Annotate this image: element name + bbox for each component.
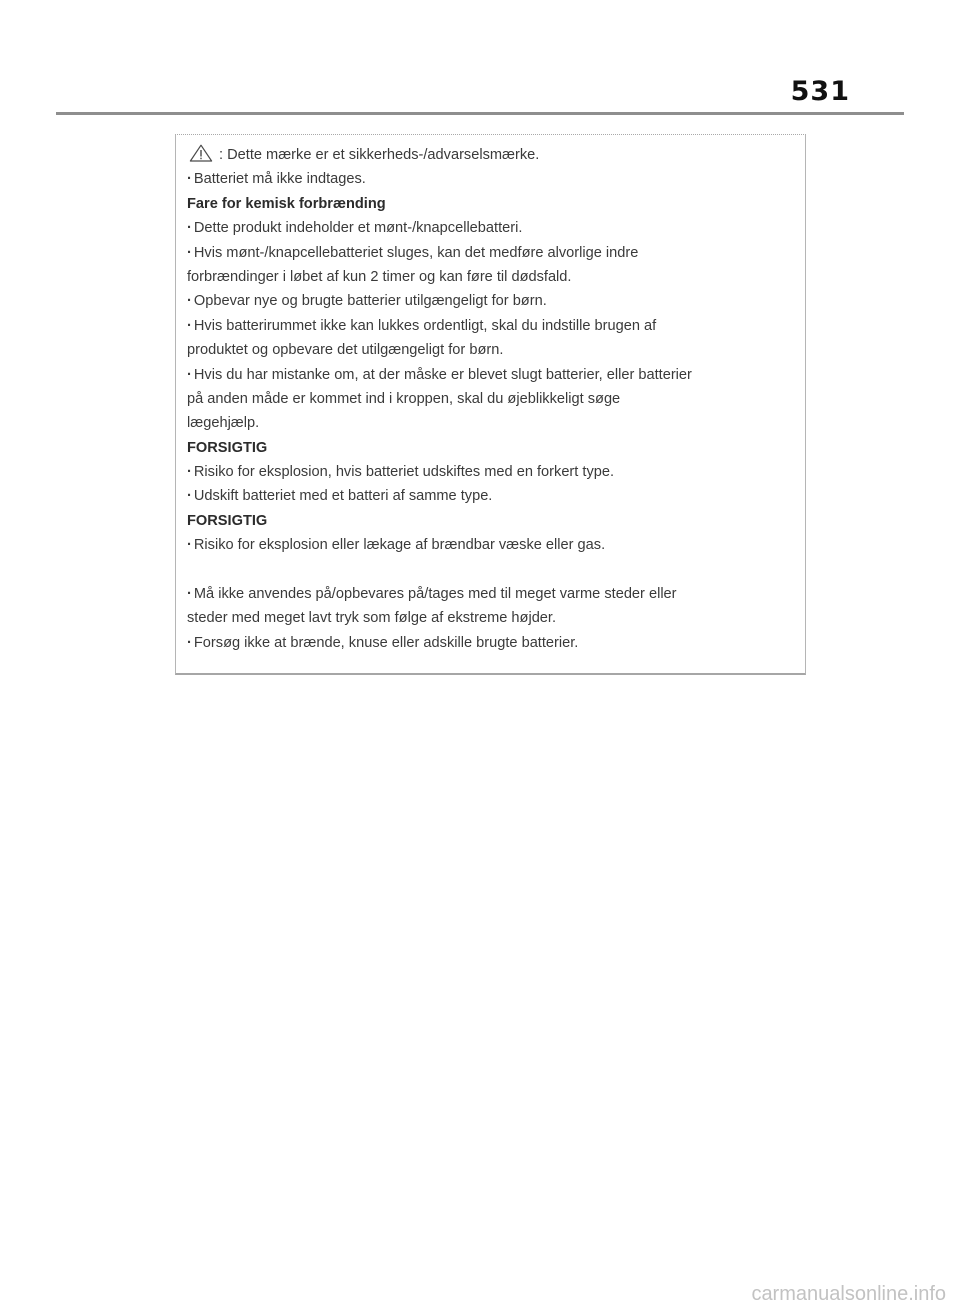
warning-intro-text: : Dette mærke er et sikkerheds-/advarselsmærke. bbox=[219, 147, 540, 163]
bullet-line: · Hvis batterirummet ikke kan lukkes ordentligt, skal du indstille brugen af bbox=[187, 314, 795, 338]
bullet-line: · Udskift batteriet med et batteri af samme type. bbox=[187, 484, 795, 508]
bullet-line: · Hvis mønt-/knapcellebatteriet sluges, kan det medføre alvorlige indre bbox=[187, 241, 795, 265]
continuation-line: på anden måde er kommet ind i kroppen, skal du øjeblikkeligt søge bbox=[187, 390, 621, 407]
bullet-line: · Risiko for eksplosion, hvis batteriet udskiftes med en forkert type. bbox=[187, 460, 795, 484]
bullet-line: · Risiko for eksplosion eller lækage af brændbar væske eller gas. bbox=[187, 533, 795, 557]
continuation-line: steder med meget lavt tryk som følge af ekstreme højder. bbox=[187, 610, 557, 627]
section-heading-chemical-burn: Fare for kemisk forbrænding bbox=[187, 195, 386, 212]
bullet-line: · Forsøg ikke at brænde, knuse eller adskille brugte batterier. bbox=[187, 631, 795, 655]
bullet-line: · Dette produkt indeholder et mønt-/knapcellebatteri. bbox=[187, 216, 795, 240]
bullet-line: · Hvis du har mistanke om, at der måske er blevet slugt batterier, eller batterier bbox=[187, 363, 795, 387]
page-number: 531 bbox=[790, 76, 850, 107]
continuation-line: produktet og opbevare det utilgængeligt for børn. bbox=[187, 342, 504, 359]
bullet-line: · Opbevar nye og brugte batterier utilgængeligt for børn. bbox=[187, 289, 795, 313]
continuation-line: forbrændinger i løbet af kun 2 timer og kan føre til dødsfald. bbox=[187, 268, 572, 285]
continuation-line: lægehjælp. bbox=[187, 415, 260, 432]
header-divider bbox=[56, 112, 904, 115]
battery-warning-box bbox=[175, 134, 806, 675]
blank-line bbox=[187, 558, 795, 582]
section-heading-caution: FORSIGTIG bbox=[187, 439, 268, 456]
warning-triangle-icon bbox=[189, 144, 213, 162]
section-heading-caution: FORSIGTIG bbox=[187, 512, 268, 529]
warning-intro-line bbox=[187, 143, 795, 167]
site-watermark: carmanualsonline.info bbox=[751, 1283, 946, 1305]
bullet-line: · Batteriet må ikke indtages. bbox=[187, 167, 795, 191]
bullet-line: · Må ikke anvendes på/opbevares på/tages med til meget varme steder eller bbox=[187, 582, 795, 606]
